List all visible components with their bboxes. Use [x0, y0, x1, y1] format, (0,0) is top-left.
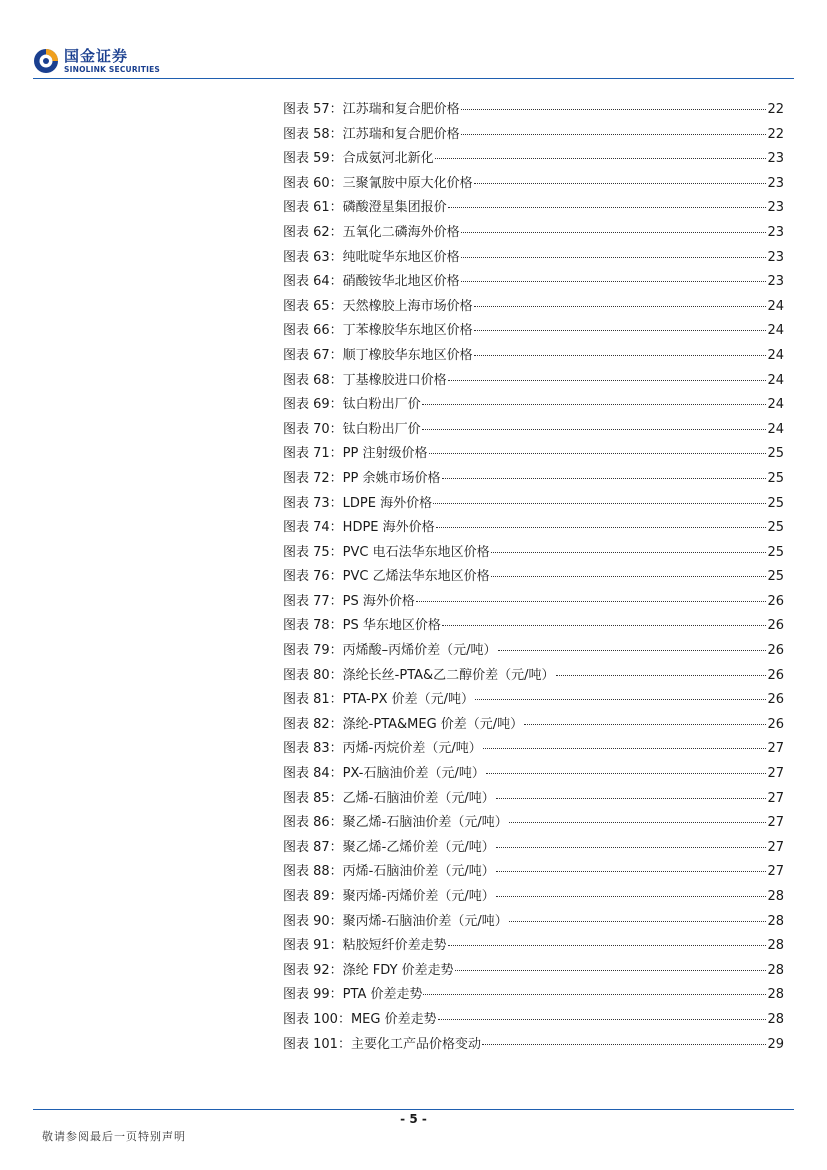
toc-entry-label: 图表 80：涤纶长丝-PTA&乙二醇价差（元/吨）: [283, 667, 555, 683]
toc-entry-page: 28: [767, 987, 784, 1003]
toc-dot-leader: [448, 944, 767, 946]
toc-entry-page: 24: [767, 372, 784, 388]
toc-entry[interactable]: [283, 887, 784, 912]
toc-entry-page: 27: [767, 815, 784, 831]
toc-entry-page: 23: [767, 249, 784, 265]
toc-entry-page: 23: [767, 175, 784, 191]
toc-entry-page: 28: [767, 962, 784, 978]
company-logo: [33, 47, 161, 78]
toc-entry-page: 26: [767, 716, 784, 732]
toc-entry[interactable]: [283, 666, 784, 691]
toc-entry[interactable]: [283, 395, 784, 420]
toc-dot-leader: [474, 305, 767, 307]
toc-entry-label: 图表 77：PS 海外价格: [283, 593, 415, 609]
header-divider: [33, 78, 794, 79]
toc-dot-leader: [556, 674, 767, 676]
toc-entry-page: 26: [767, 643, 784, 659]
toc-entry[interactable]: [283, 494, 784, 519]
page-header: [0, 0, 827, 82]
toc-entry-label: 图表 78：PS 华东地区价格: [283, 618, 441, 634]
toc-entry-page: 24: [767, 421, 784, 437]
toc-entry-label: 图表 64：硝酸铵华北地区价格: [283, 274, 460, 290]
page-number: - 5 -: [400, 1112, 427, 1126]
toc-entry-label: 图表 83：丙烯-丙烷价差（元/吨）: [283, 741, 482, 757]
toc-dot-leader: [436, 526, 767, 528]
toc-entry-page: 24: [767, 397, 784, 413]
toc-entry-label: 图表 58：江苏瑞和复合肥价格: [283, 126, 460, 142]
toc-entry[interactable]: [283, 912, 784, 937]
toc-entry-page: 25: [767, 470, 784, 486]
toc-entry-page: 23: [767, 274, 784, 290]
toc-entry-page: 28: [767, 913, 784, 929]
toc-entry[interactable]: [283, 813, 784, 838]
toc-dot-leader: [524, 723, 766, 725]
toc-dot-leader: [498, 649, 767, 651]
toc-entry-page: 27: [767, 790, 784, 806]
toc-dot-leader: [461, 231, 767, 233]
toc-entry-page: 28: [767, 1011, 784, 1027]
toc-dot-leader: [474, 182, 767, 184]
toc-entry[interactable]: [283, 690, 784, 715]
toc-entry-page: 26: [767, 667, 784, 683]
toc-entry[interactable]: [283, 715, 784, 740]
toc-entry[interactable]: [283, 641, 784, 666]
toc-entry[interactable]: [283, 936, 784, 961]
toc-entry[interactable]: [283, 567, 784, 592]
toc-entry-label: 图表 91：粘胶短纤价差走势: [283, 938, 447, 954]
toc-entry[interactable]: [283, 248, 784, 273]
toc-dot-leader: [496, 846, 767, 848]
toc-dot-leader: [435, 157, 767, 159]
toc-entry[interactable]: [283, 543, 784, 568]
toc-entry[interactable]: [283, 469, 784, 494]
toc-entry-page: 22: [767, 126, 784, 142]
toc-entry-page: 25: [767, 544, 784, 560]
toc-entry-label: 图表 60：三聚氰胺中原大化价格: [283, 175, 473, 191]
toc-entry[interactable]: [283, 838, 784, 863]
toc-entry-label: 图表 82：涤纶-PTA&MEG 价差（元/吨）: [283, 716, 524, 732]
toc-entry[interactable]: [283, 616, 784, 641]
toc-dot-leader: [422, 403, 767, 405]
toc-entry-label: 图表 59：合成氨河北新化: [283, 151, 434, 167]
toc-entry-label: 图表 99：PTA 价差走势: [283, 987, 423, 1003]
toc-dot-leader: [423, 993, 766, 995]
toc-entry-label: 图表 87：聚乙烯-乙烯价差（元/吨）: [283, 839, 495, 855]
toc-entry-label: 图表 69：钛白粉出厂价: [283, 397, 421, 413]
toc-entry-label: 图表 67：顺丁橡胶华东地区价格: [283, 347, 473, 363]
sinolink-logo-icon: [33, 48, 59, 74]
logo-english-name: SINOLINK SECURITIES: [64, 65, 161, 74]
toc-entry[interactable]: [283, 198, 784, 223]
toc-entry-label: 图表 70：钛白粉出厂价: [283, 421, 421, 437]
toc-entry-label: 图表 74：HDPE 海外价格: [283, 520, 435, 536]
toc-dot-leader: [474, 329, 767, 331]
toc-entry[interactable]: [283, 789, 784, 814]
logo-chinese-name: 国金证券: [64, 47, 129, 65]
toc-entry-page: 26: [767, 692, 784, 708]
toc-entry[interactable]: [283, 149, 784, 174]
toc-entry-label: 图表 72：PP 余姚市场价格: [283, 470, 441, 486]
toc-dot-leader: [461, 256, 767, 258]
toc-entry-page: 25: [767, 495, 784, 511]
toc-entry-page: 29: [767, 1036, 784, 1052]
toc-dot-leader: [416, 600, 767, 602]
toc-entry-page: 28: [767, 889, 784, 904]
footer-divider: [33, 1109, 794, 1110]
toc-entry-page: 24: [767, 298, 784, 314]
toc-dot-leader: [448, 379, 767, 381]
toc-dot-leader: [433, 502, 766, 504]
toc-dot-leader: [491, 551, 767, 553]
toc-entry-label: 图表 90：聚丙烯-石脑油价差（元/吨）: [283, 913, 508, 929]
toc-dot-leader: [455, 969, 767, 971]
toc-entry-label: 图表 68：丁基橡胶进口价格: [283, 372, 447, 388]
toc-entry-label: 图表 62：五氧化二磷海外价格: [283, 224, 460, 240]
toc-dot-leader: [474, 354, 767, 356]
toc-entry[interactable]: [283, 346, 784, 371]
toc-entry-page: 25: [767, 446, 784, 462]
toc-entry-label: 图表 79：丙烯酸–丙烯价差（元/吨）: [283, 643, 497, 659]
toc-entry[interactable]: [283, 174, 784, 199]
disclaimer-note: 敬请参阅最后一页特别声明: [42, 1130, 186, 1143]
toc-entry-label: 图表 89：聚丙烯-丙烯价差（元/吨）: [283, 889, 495, 904]
toc-entry-label: 图表 71：PP 注射级价格: [283, 446, 428, 462]
toc-dot-leader: [461, 280, 767, 282]
toc-entry[interactable]: [283, 592, 784, 617]
toc-entry[interactable]: [283, 1010, 784, 1035]
toc-dot-leader: [422, 428, 767, 430]
toc-entry[interactable]: [283, 862, 784, 887]
toc-entry-page: 23: [767, 224, 784, 240]
toc-entry[interactable]: [283, 297, 784, 322]
toc-dot-leader: [486, 772, 767, 774]
toc-entry-page: 24: [767, 323, 784, 339]
toc-entry[interactable]: [283, 444, 784, 469]
toc-entry-label: 图表 75：PVC 电石法华东地区价格: [283, 544, 490, 560]
toc-dot-leader: [496, 797, 767, 799]
toc-dot-leader: [496, 895, 767, 897]
toc-entry-label: 图表 65：天然橡胶上海市场价格: [283, 298, 473, 314]
toc-dot-leader: [442, 477, 767, 479]
toc-entry-page: 27: [767, 839, 784, 855]
toc-dot-leader: [509, 920, 767, 922]
toc-entry-label: 图表 66：丁苯橡胶华东地区价格: [283, 323, 473, 339]
toc-dot-leader: [509, 821, 767, 823]
toc-dot-leader: [491, 575, 767, 577]
toc-entry[interactable]: [283, 764, 784, 789]
toc-dot-leader: [438, 1018, 767, 1020]
toc-entry-label: 图表 61：磷酸澄星集团报价: [283, 200, 447, 216]
toc-entry[interactable]: [283, 371, 784, 396]
toc-dot-leader: [483, 747, 767, 749]
toc-entry[interactable]: [283, 961, 784, 986]
toc-entry-label: 图表 73：LDPE 海外价格: [283, 495, 433, 511]
toc-entry-label: 图表 92：涤纶 FDY 价差走势: [283, 962, 454, 978]
toc-entry[interactable]: [283, 739, 784, 764]
toc-entry-page: 27: [767, 766, 784, 782]
toc-entry[interactable]: [283, 100, 784, 125]
toc-entry-label: 图表 84：PX-石脑油价差（元/吨）: [283, 766, 485, 782]
toc-dot-leader: [448, 206, 767, 208]
toc-entry[interactable]: [283, 518, 784, 543]
toc-entry-label: 图表 100：MEG 价差走势: [283, 1011, 437, 1027]
toc-entry[interactable]: [283, 125, 784, 150]
toc-dot-leader: [461, 108, 767, 110]
toc-dot-leader: [429, 452, 767, 454]
toc-entry-page: 22: [767, 102, 784, 117]
toc-entry-label: 图表 63：纯吡啶华东地区价格: [283, 249, 460, 265]
toc-entry-label: 图表 86：聚乙烯-石脑油价差（元/吨）: [283, 815, 508, 831]
toc-entry[interactable]: [283, 321, 784, 346]
toc-entry[interactable]: [283, 1035, 784, 1060]
toc-entry-page: 27: [767, 864, 784, 880]
toc-entry-page: 28: [767, 938, 784, 954]
toc-entry-page: 23: [767, 200, 784, 216]
toc-entry-page: 23: [767, 151, 784, 167]
toc-entry-label: 图表 88：丙烯-石脑油价差（元/吨）: [283, 864, 495, 880]
toc-entry-page: 25: [767, 569, 784, 585]
toc-entry[interactable]: [283, 985, 784, 1010]
toc-dot-leader: [461, 133, 767, 135]
toc-entry[interactable]: [283, 420, 784, 445]
toc-entry-label: 图表 81：PTA-PX 价差（元/吨）: [283, 692, 475, 708]
toc-entry-label: 图表 57：江苏瑞和复合肥价格: [283, 102, 460, 117]
toc-entry-page: 27: [767, 741, 784, 757]
toc-entry-label: 图表 85：乙烯-石脑油价差（元/吨）: [283, 790, 495, 806]
toc-dot-leader: [482, 1043, 767, 1045]
toc-entry-page: 25: [767, 520, 784, 536]
toc-entry-page: 26: [767, 593, 784, 609]
toc-entry[interactable]: [283, 223, 784, 248]
toc-dot-leader: [475, 698, 766, 700]
toc-entry-page: 24: [767, 347, 784, 363]
toc-entry[interactable]: [283, 272, 784, 297]
toc-entry-label: 图表 76：PVC 乙烯法华东地区价格: [283, 569, 490, 585]
table-of-figures: [283, 100, 784, 1059]
toc-dot-leader: [442, 624, 767, 626]
toc-dot-leader: [496, 870, 767, 872]
toc-entry-label: 图表 101：主要化工产品价格变动: [283, 1036, 481, 1052]
toc-entry-page: 26: [767, 618, 784, 634]
